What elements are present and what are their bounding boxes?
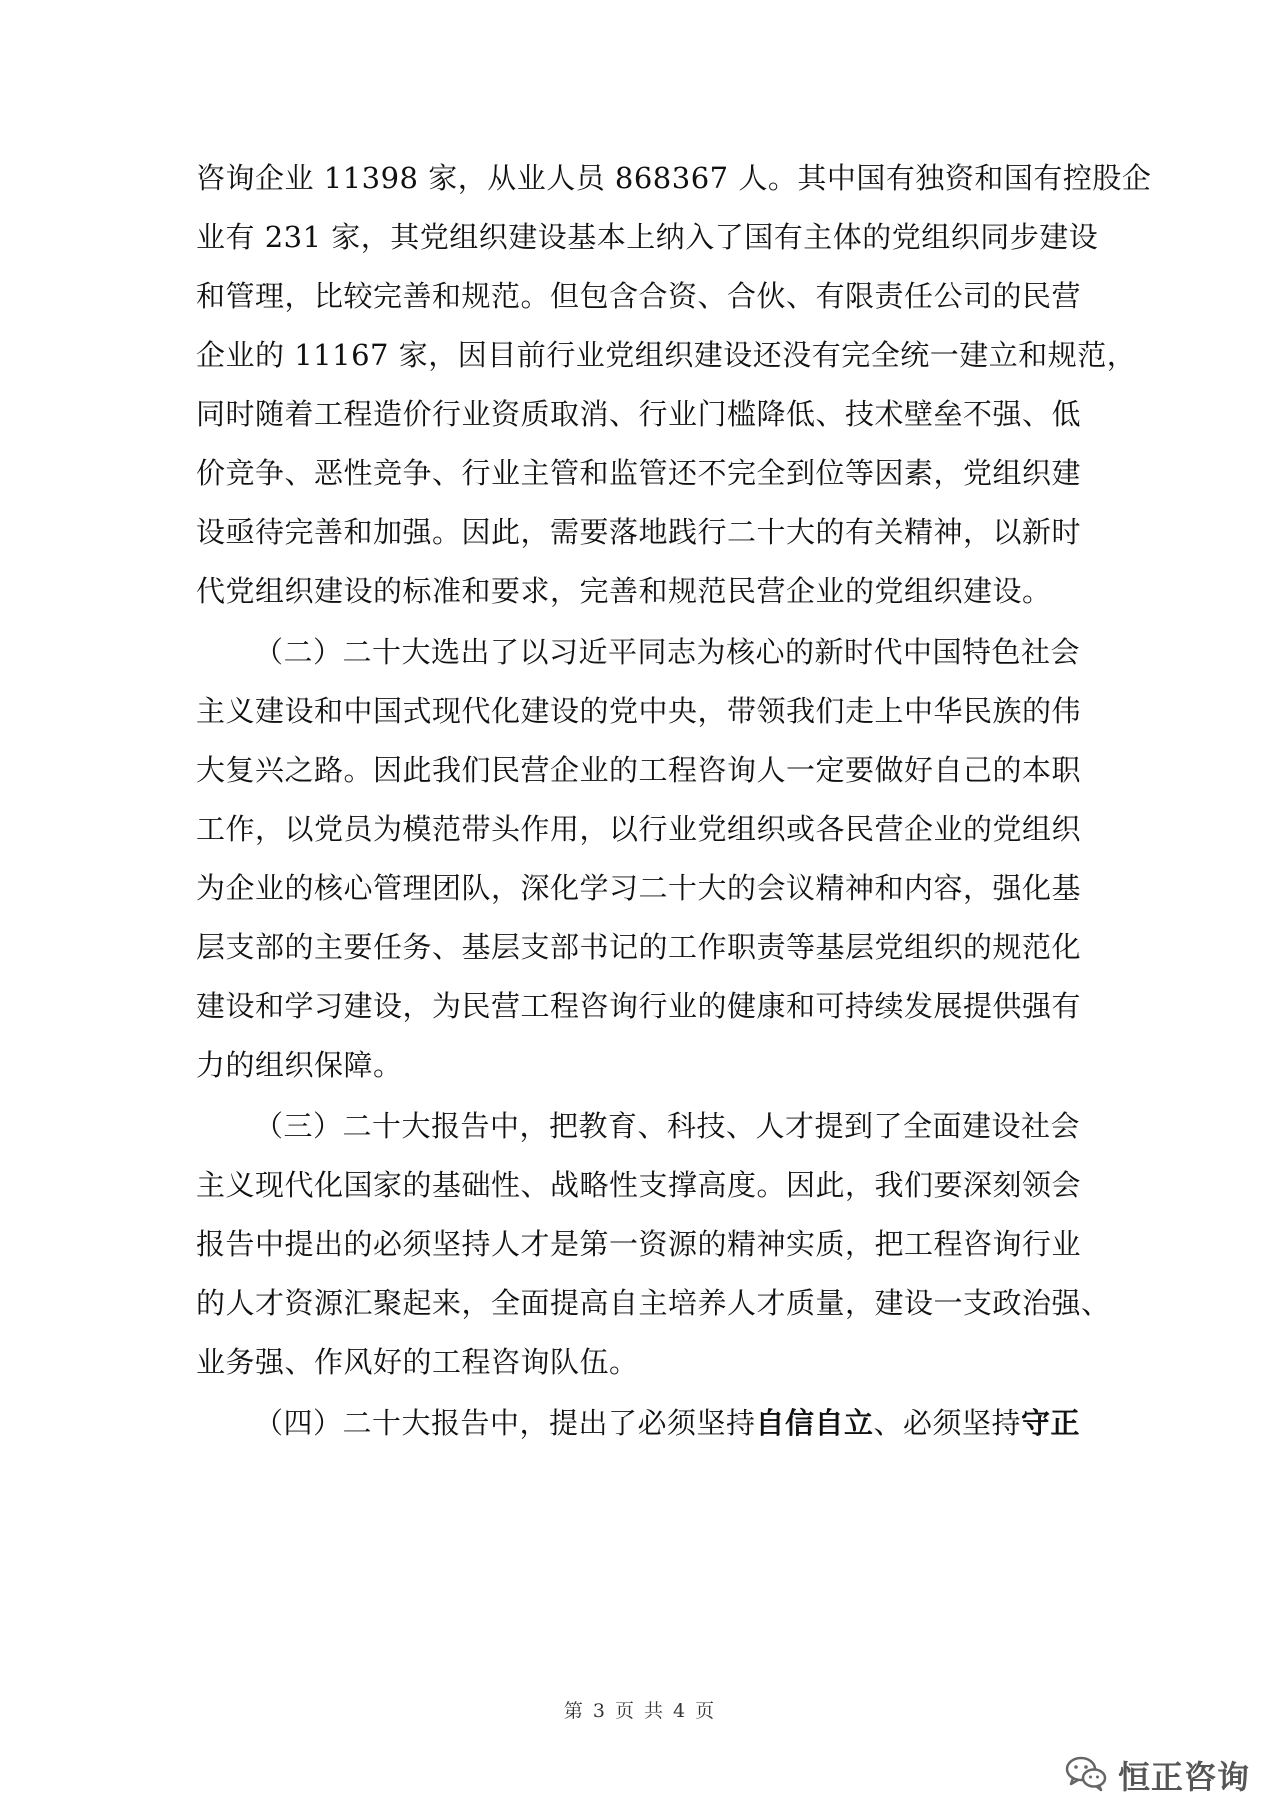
paragraph-line: 工作，以党员为模范带头作用，以行业党组织或各民营企业的党组织	[196, 812, 1082, 846]
paragraph-line: 咨询企业 11398 家，从业人员 868367 人。其中国有独资和国有控股企	[196, 161, 1152, 195]
paragraph-line: 业务强、作风好的工程咨询队伍。	[196, 1345, 639, 1379]
paragraph-line: 价竞争、恶性竞争、行业主管和监管还不完全到位等因素，党组织建	[196, 456, 1082, 490]
paragraph-line: 报告中提出的必须坚持人才是第一资源的精神实质，把工程咨询行业	[196, 1227, 1082, 1261]
text-span: 、必须坚持	[873, 1406, 1022, 1440]
paragraph-line: 层支部的主要任务、基层支部书记的工作职责等基层党组织的规范化	[196, 930, 1082, 964]
paragraph-line: 力的组织保障。	[196, 1048, 403, 1082]
paragraph-line	[254, 1403, 1080, 1443]
paragraph-line: （二）二十大选出了以习近平同志为核心的新时代中国特色社会	[254, 635, 1081, 669]
paragraph-line: 的人才资源汇聚起来，全面提高自主培养人才质量，建设一支政治强、	[196, 1286, 1111, 1320]
paragraph-line: 设亟待完善和加强。因此，需要落地践行二十大的有关精神，以新时	[196, 515, 1082, 549]
bold-text: 自信自立	[755, 1406, 874, 1440]
paragraph-line: 业有 231 家，其党组织建设基本上纳入了国有主体的党组织同步建设	[196, 220, 1099, 254]
paragraph-line: 同时随着工程造价行业资质取消、行业门槛降低、技术壁垒不强、低	[196, 397, 1082, 431]
wechat-icon	[1064, 1754, 1108, 1796]
paragraph-line: 代党组织建设的标准和要求，完善和规范民营企业的党组织建设。	[196, 574, 1052, 608]
paragraph-line: 为企业的核心管理团队，深化学习二十大的会议精神和内容，强化基	[196, 871, 1082, 905]
bold-text: 守正	[1021, 1406, 1081, 1440]
watermark-text: 恒正咨询	[1117, 1758, 1250, 1796]
text-span: （四）二十大报告中，提出了必须坚持	[254, 1406, 756, 1440]
paragraph-line: 企业的 11167 家，因目前行业党组织建设还没有完全统一建立和规范，	[196, 338, 1137, 372]
paragraph-line: （三）二十大报告中，把教育、科技、人才提到了全面建设社会	[254, 1109, 1081, 1143]
paragraph-line: 主义建设和中国式现代化建设的党中央，带领我们走上中华民族的伟	[196, 694, 1082, 728]
paragraph-line: 建设和学习建设，为民营工程咨询行业的健康和可持续发展提供强有	[196, 989, 1082, 1023]
page-number-footer: 第 3 页 共 4 页	[563, 1700, 717, 1722]
watermark	[1064, 1752, 1250, 1798]
paragraph-line: 大复兴之路。因此我们民营企业的工程咨询人一定要做好自己的本职	[196, 753, 1082, 787]
paragraph-line: 和管理，比较完善和规范。但包含合资、合伙、有限责任公司的民营	[196, 279, 1082, 313]
paragraph-line: 主义现代化国家的基础性、战略性支撑高度。因此，我们要深刻领会	[196, 1168, 1082, 1202]
